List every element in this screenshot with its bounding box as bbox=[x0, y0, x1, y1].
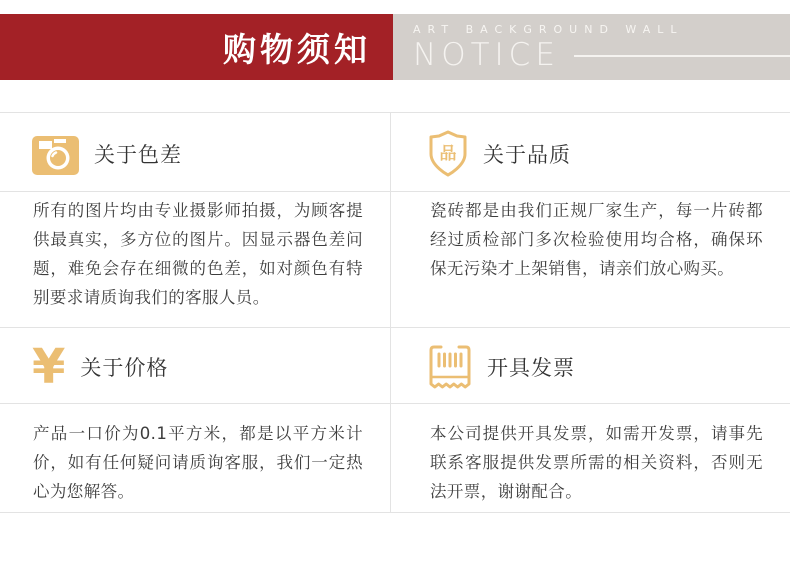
divider-bottom bbox=[0, 512, 790, 513]
section-body-color-difference: 所有的图片均由专业摄影师拍摄，为顾客提供最真实，多方位的图片。因显示器色差问题，难免会存在细微的色差，如对颜色有特别要求请质询我们的客服人员。 bbox=[33, 201, 363, 307]
section-title-label: 关于品质 bbox=[483, 142, 571, 167]
section-body-invoice: 本公司提供开具发票，如需开发票，请事先联系客服提供发票所需的相关资料，否则无法开票，谢谢配合。 bbox=[430, 424, 763, 501]
camera-icon bbox=[32, 133, 79, 175]
section-title-color-difference bbox=[0, 116, 390, 191]
section-title-label: 关于价格 bbox=[80, 356, 169, 380]
section-title-label: 关于色差 bbox=[94, 142, 182, 167]
header-tagline: ART BACKGROUND WALL bbox=[413, 23, 684, 36]
divider-row2-title bbox=[0, 403, 790, 404]
page-title: 购物须知 bbox=[223, 29, 371, 69]
divider-rows bbox=[0, 327, 790, 328]
quality-shield-icon bbox=[428, 130, 468, 178]
section-title-price bbox=[0, 331, 390, 403]
section-body-quality: 瓷砖都是由我们正规厂家生产，每一片砖都经过质检部门多次检验使用均合格，确保环保无污染才上架销售，请亲们放心购买。 bbox=[430, 201, 763, 278]
yuan-icon: ¥ bbox=[32, 339, 66, 395]
section-body-price: 产品一口价为0.1平方米，都是以平方米计价，如有任何疑问请质询客服，我们一定热心为您解答。 bbox=[33, 424, 363, 501]
invoice-icon bbox=[428, 344, 472, 390]
header-red-banner bbox=[0, 14, 393, 80]
section-title-invoice bbox=[390, 331, 790, 403]
notice-rule-line bbox=[574, 55, 790, 57]
header-gray-band bbox=[393, 14, 790, 80]
svg-text:品: 品 bbox=[439, 143, 457, 164]
notice-row bbox=[413, 37, 790, 73]
section-title-label: 开具发票 bbox=[487, 356, 575, 380]
divider-row1-title bbox=[0, 191, 790, 192]
notice-label: NOTICE bbox=[413, 37, 560, 73]
section-title-quality bbox=[390, 116, 790, 191]
divider-top bbox=[0, 112, 790, 113]
